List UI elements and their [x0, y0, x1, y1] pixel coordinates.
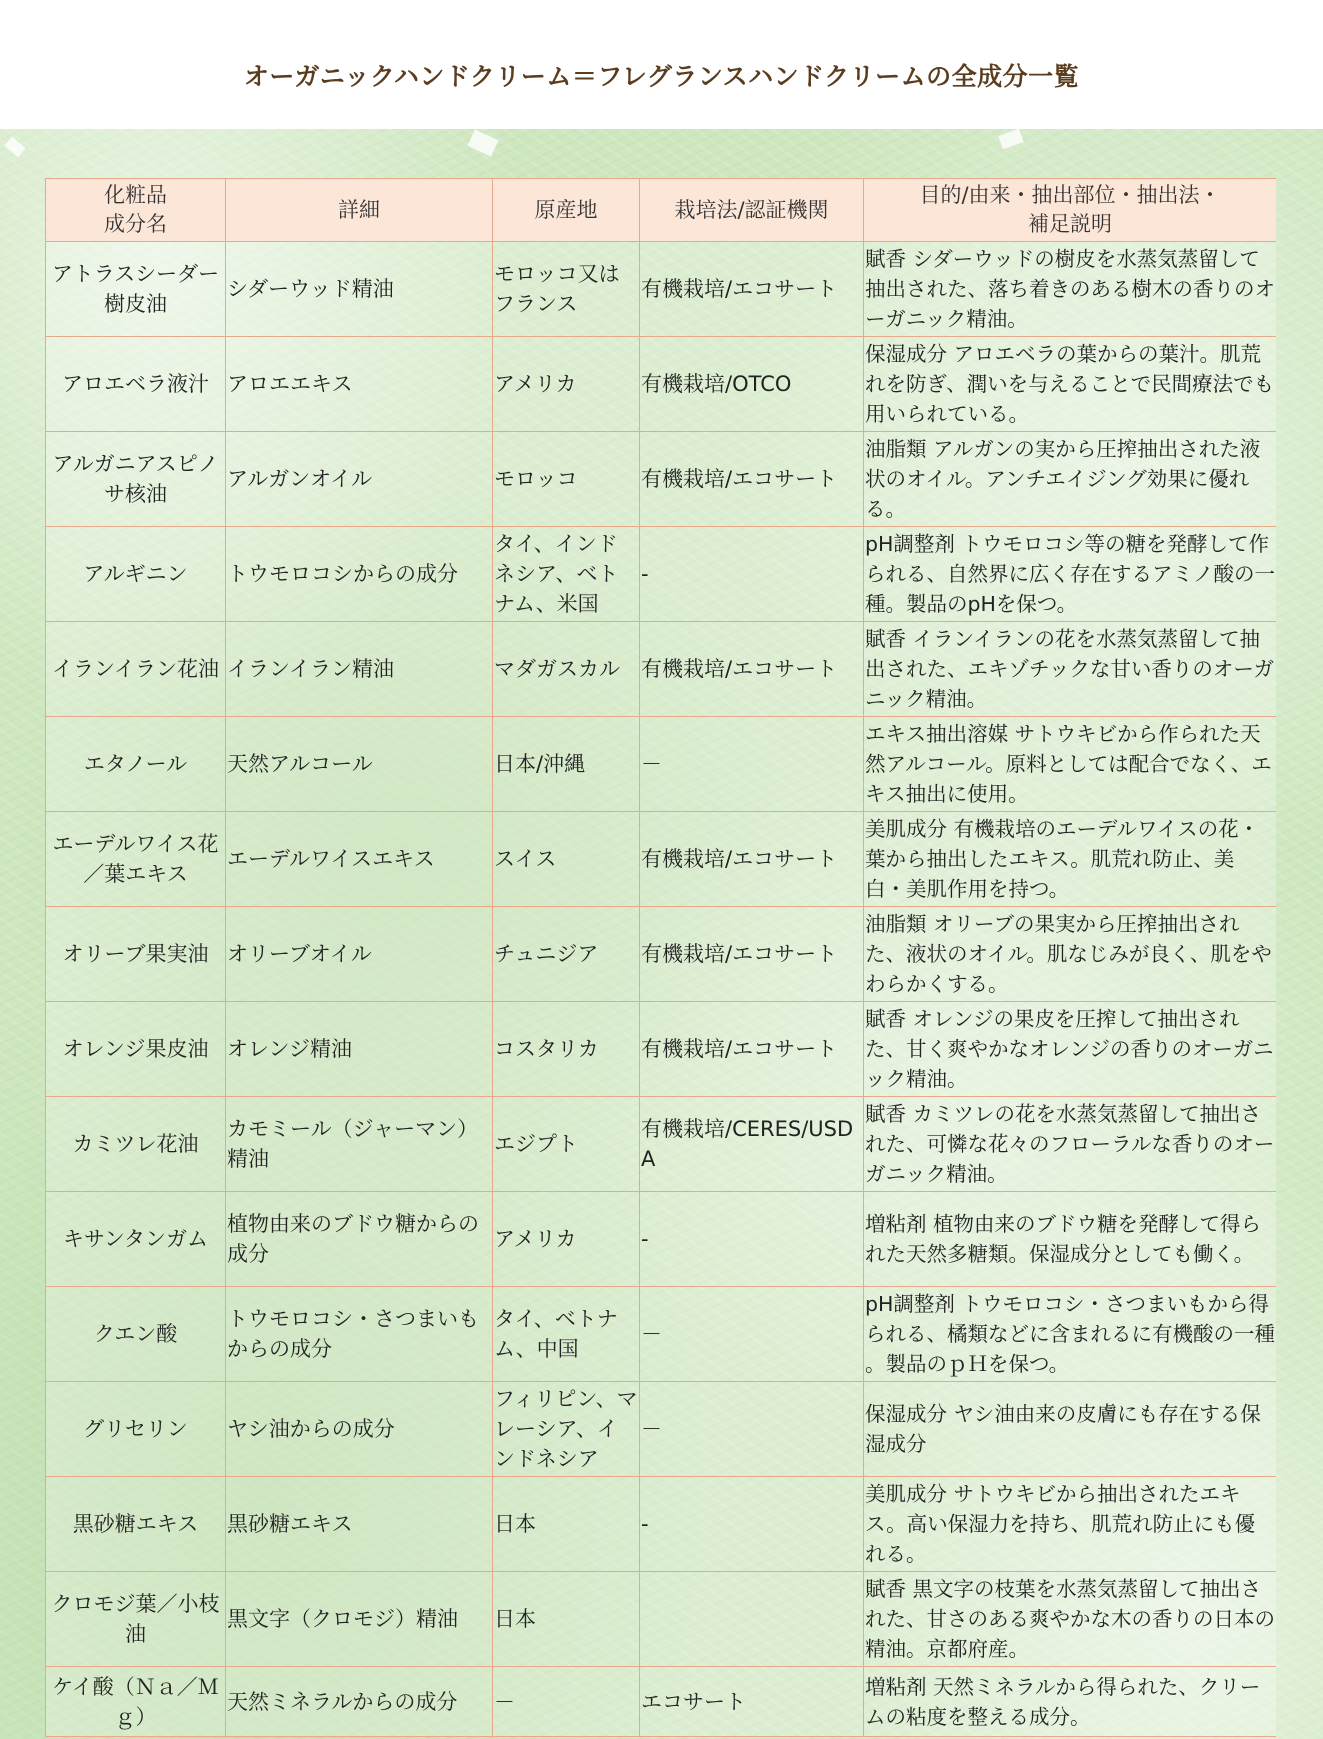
cell-cultivation: エコサート	[640, 1667, 864, 1737]
cell-origin: モロッコ又はフランス	[493, 242, 640, 337]
cell-origin: フィリピン、マレーシア、インドネシア	[493, 1382, 640, 1477]
cell-cultivation: -	[640, 527, 864, 622]
cell-origin: －	[493, 1667, 640, 1737]
cell-origin: アメリカ	[493, 337, 640, 432]
cell-detail: 植物由来のブドウ糖からの成分	[226, 1192, 493, 1287]
cell-detail: カモミール（ジャーマン）精油	[226, 1097, 493, 1192]
cell-cultivation: 有機栽培/エコサート	[640, 1002, 864, 1097]
cell-origin: 日本/沖縄	[493, 717, 640, 812]
cell-ingredient-name: アロエベラ液汁	[46, 337, 226, 432]
cell-description: 増粘剤 植物由来のブドウ糖を発酵して得られた天然多糖類。保湿成分としても働く。	[864, 1192, 1277, 1287]
cell-ingredient-name: クエン酸	[46, 1287, 226, 1382]
table-row	[46, 1382, 1277, 1477]
header-name-line2: 成分名	[104, 212, 167, 236]
cell-cultivation: 有機栽培/エコサート	[640, 622, 864, 717]
cell-detail: 天然アルコール	[226, 717, 493, 812]
page-header	[0, 0, 1323, 129]
cell-ingredient-name: アルガニアスピノサ核油	[46, 432, 226, 527]
cell-ingredient-name: オリーブ果実油	[46, 907, 226, 1002]
table-row	[46, 242, 1277, 337]
table-row	[46, 432, 1277, 527]
cell-description: 賦香 カミツレの花を水蒸気蒸留して抽出された、可憐な花々のフローラルな香りのオーガニック精油。	[864, 1097, 1277, 1192]
cell-description: 保湿成分 ヤシ油由来の皮膚にも存在する保湿成分	[864, 1382, 1277, 1477]
cell-origin: モロッコ	[493, 432, 640, 527]
table-row	[46, 1097, 1277, 1192]
cell-cultivation: 有機栽培/エコサート	[640, 907, 864, 1002]
header-purpose-line1: 目的/由来・抽出部位・抽出法・	[919, 183, 1221, 207]
cell-ingredient-name: キサンタンガム	[46, 1192, 226, 1287]
table-row	[46, 1002, 1277, 1097]
cell-ingredient-name: アトラスシーダー樹皮油	[46, 242, 226, 337]
background-flake	[467, 129, 498, 156]
cell-description: 美肌成分 有機栽培のエーデルワイスの花・葉から抽出したエキス。肌荒れ防止、美白・美肌作用を持つ。	[864, 812, 1277, 907]
cell-ingredient-name: アルギニン	[46, 527, 226, 622]
cell-detail: アルガンオイル	[226, 432, 493, 527]
cell-origin: スイス	[493, 812, 640, 907]
cell-cultivation: -	[640, 1477, 864, 1572]
cell-cultivation: 有機栽培/エコサート	[640, 432, 864, 527]
table-row	[46, 907, 1277, 1002]
cell-ingredient-name: グリセリン	[46, 1382, 226, 1477]
cell-description: pH調整剤 トウモロコシ等の糖を発酵して作られる、自然界に広く存在するアミノ酸の一種。製品のpHを保つ。	[864, 527, 1277, 622]
cell-origin: 日本	[493, 1477, 640, 1572]
header-detail: 詳細	[226, 179, 493, 242]
ingredients-table-wrapper	[45, 178, 1276, 1739]
background-flake	[4, 137, 26, 158]
table-body	[46, 242, 1277, 1737]
cell-ingredient-name: クロモジ葉／小枝油	[46, 1572, 226, 1667]
table-row	[46, 1572, 1277, 1667]
cell-detail: エーデルワイスエキス	[226, 812, 493, 907]
cell-origin: コスタリカ	[493, 1002, 640, 1097]
cell-origin: タイ、ベトナム、中国	[493, 1287, 640, 1382]
cell-description: pH調整剤 トウモロコシ・さつまいもから得られる、橘類などに含まれるに有機酸の一種 。製品のｐＨを保つ。	[864, 1287, 1277, 1382]
header-ingredient-name	[46, 179, 226, 242]
cell-ingredient-name: オレンジ果皮油	[46, 1002, 226, 1097]
cell-origin: マダガスカル	[493, 622, 640, 717]
cell-origin: エジプト	[493, 1097, 640, 1192]
cell-detail: 天然ミネラルからの成分	[226, 1667, 493, 1737]
cell-cultivation	[640, 1572, 864, 1667]
cell-description: 増粘剤 天然ミネラルから得られた、クリームの粘度を整える成分。	[864, 1667, 1277, 1737]
cell-cultivation: 有機栽培/OTCO	[640, 337, 864, 432]
table-row	[46, 1192, 1277, 1287]
table-row	[46, 812, 1277, 907]
ingredients-table	[45, 178, 1276, 1737]
cell-ingredient-name: ケイ酸（Ｎａ／Ｍｇ）	[46, 1667, 226, 1737]
table-row	[46, 1477, 1277, 1572]
page-title: オーガニックハンドクリーム＝フレグランスハンドクリームの全成分一覧	[243, 62, 1080, 91]
header-cultivation: 栽培法/認証機関	[640, 179, 864, 242]
cell-cultivation: -	[640, 1192, 864, 1287]
cell-description: 賦香 シダーウッドの樹皮を水蒸気蒸留して抽出された、落ち着きのある樹木の香りのオーガニック精油。	[864, 242, 1277, 337]
table-header-row	[46, 179, 1277, 242]
cell-ingredient-name: カミツレ花油	[46, 1097, 226, 1192]
header-purpose-line2: 補足説明	[1028, 212, 1112, 236]
cell-cultivation: 有機栽培/エコサート	[640, 812, 864, 907]
cell-description: 保湿成分 アロエベラの葉からの葉汁。肌荒れを防ぎ、潤いを与えることで民間療法でも用いられている。	[864, 337, 1277, 432]
cell-cultivation: 有機栽培/エコサート	[640, 242, 864, 337]
table-row	[46, 622, 1277, 717]
cell-ingredient-name: エーデルワイス花／葉エキス	[46, 812, 226, 907]
header-name-line1: 化粧品	[104, 183, 167, 207]
table-row	[46, 1667, 1277, 1737]
table-row	[46, 717, 1277, 812]
cell-detail: イランイラン精油	[226, 622, 493, 717]
table-row	[46, 527, 1277, 622]
cell-description: 油脂類 アルガンの実から圧搾抽出された液状のオイル。アンチエイジング効果に優れる。	[864, 432, 1277, 527]
cell-detail: トウモロコシ・さつまいもからの成分	[226, 1287, 493, 1382]
header-origin: 原産地	[493, 179, 640, 242]
cell-origin: アメリカ	[493, 1192, 640, 1287]
cell-origin: チュニジア	[493, 907, 640, 1002]
cell-description: 賦香 オレンジの果皮を圧搾して抽出された、甘く爽やかなオレンジの香りのオーガニック精油。	[864, 1002, 1277, 1097]
cell-description: 賦香 黒文字の枝葉を水蒸気蒸留して抽出された、甘さのある爽やかな木の香りの日本の精油。京都府産。	[864, 1572, 1277, 1667]
cell-cultivation: －	[640, 717, 864, 812]
cell-detail: 黒文字（クロモジ）精油	[226, 1572, 493, 1667]
cell-origin: タイ、インドネシア、ベトナム、米国	[493, 527, 640, 622]
cell-ingredient-name: 黒砂糖エキス	[46, 1477, 226, 1572]
cell-ingredient-name: エタノール	[46, 717, 226, 812]
cell-detail: ヤシ油からの成分	[226, 1382, 493, 1477]
background-flake	[998, 129, 1023, 150]
cell-detail: オレンジ精油	[226, 1002, 493, 1097]
cell-detail: シダーウッド精油	[226, 242, 493, 337]
cell-cultivation: －	[640, 1382, 864, 1477]
cell-description: 賦香 イランイランの花を水蒸気蒸留して抽出された、エキゾチックな甘い香りのオーガニック精油。	[864, 622, 1277, 717]
table-row	[46, 337, 1277, 432]
cell-description: 美肌成分 サトウキビから抽出されたエキス。高い保湿力を持ち、肌荒れ防止にも優れる。	[864, 1477, 1277, 1572]
cell-detail: アロエエキス	[226, 337, 493, 432]
cell-cultivation: －	[640, 1287, 864, 1382]
cell-origin: 日本	[493, 1572, 640, 1667]
table-row	[46, 1287, 1277, 1382]
cell-detail: トウモロコシからの成分	[226, 527, 493, 622]
cell-description: エキス抽出溶媒 サトウキビから作られた天然アルコール。原料としては配合でなく、エキス抽出に使用。	[864, 717, 1277, 812]
cell-cultivation: 有機栽培/CERES/USDA	[640, 1097, 864, 1192]
cell-detail: 黒砂糖エキス	[226, 1477, 493, 1572]
header-purpose	[864, 179, 1277, 242]
cell-detail: オリーブオイル	[226, 907, 493, 1002]
cell-description: 油脂類 オリーブの果実から圧搾抽出された、液状のオイル。肌なじみが良く、肌をやわらかくする。	[864, 907, 1277, 1002]
cell-ingredient-name: イランイラン花油	[46, 622, 226, 717]
